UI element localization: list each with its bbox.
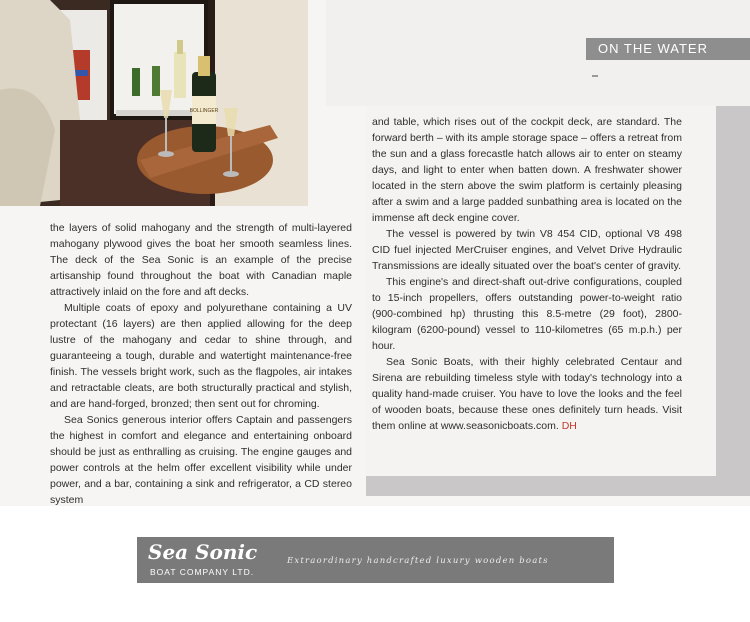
article-paragraph: and table, which rises out of the cockpit deck, are standard. The forward berth – with its ample storage space – offers a retreat from the sun and a glass forecastle hatch allows air to enter on steamy days, and light to enter when batten down. A freshwater shower located in the stern above the swim platform is certainly pleasing after a swim and a large padded sunbathing area is located on the immense aft deck engine cover. [372,116,682,224]
section-title: ON THE WATER [598,41,708,56]
article-column-left [22,206,360,506]
brand-logo-subtitle: BOAT COMPANY LTD. [150,567,255,577]
article-paragraph: This engine's and direct-shaft out-drive configurations, coupled to 15-inch propellers, offers outstanding power-to-weight ratio (900-combined hp) thrusting this 8.5-metre (29 foot), 2800-kilogram (6200-pound) vessel to 110-kilometres (65 m.p.h.) per hour. [372,276,682,352]
interior-photo-illustration [0,0,308,206]
article-closing-text: Sea Sonic Boats, with their highly celebrated Centaur and Sirena are rebuilding timeless style with today's technology into a quality hand-made cruiser. You have to love the looks and the feel of wooden boats, because these ones definitely turn heads. Visit them online at www.seasonicboats.com. [372,356,682,432]
article-paragraph-final [372,354,682,434]
interior-photo [0,0,308,206]
article-paragraph: Multiple coats of epoxy and polyurethane containing a UV protectant (16 layers) are then applied allowing for the deep lustre of the mahogany and cedar to shine through, and guaranteeing a tough, durable and watertight maintenance-free finish. The vessels bright work, such as the flagpoles, air intakes and retractable cleats, are both structurally practical and stylish, and are hand-forged, bronzed; then sent out for chroming. [50,302,352,410]
article-column-right [372,114,682,434]
section-tab [586,38,750,60]
author-signature: DH [561,420,577,432]
bottle-label: BOLLINGER [189,108,219,114]
ad-tagline: Extraordinary handcrafted luxury wooden boats [287,556,549,566]
article-paragraph: the layers of solid mahogany and the strength of multi-layered mahogany plywood gives the boat her smooth seamless lines. The deck of the Sea Sonic is an example of the precise artisanship found throughout the boat with Canadian maple attractively inlaid on the fore and aft decks. [50,222,352,298]
brand-logo-name: Sea Sonic [148,540,258,564]
article-paragraph: The vessel is powered by twin V8 454 CID, optional V8 498 CID fuel injected MerCruiser engines, and Velvet Drive Hydraulic Transmissions are ideally situated over the boat's center of gravity. [372,228,682,272]
article-paragraph: Sea Sonics generous interior offers Captain and passengers the highest in comfort and elegance and entertaining onboard should be just as enthralling as cruising. The engine gauges and power controls at the helm offer excellent visibility while under power, and a bar, containing a sink and refrigerator, a CD stereo system [50,414,352,506]
tab-dash [592,75,598,77]
